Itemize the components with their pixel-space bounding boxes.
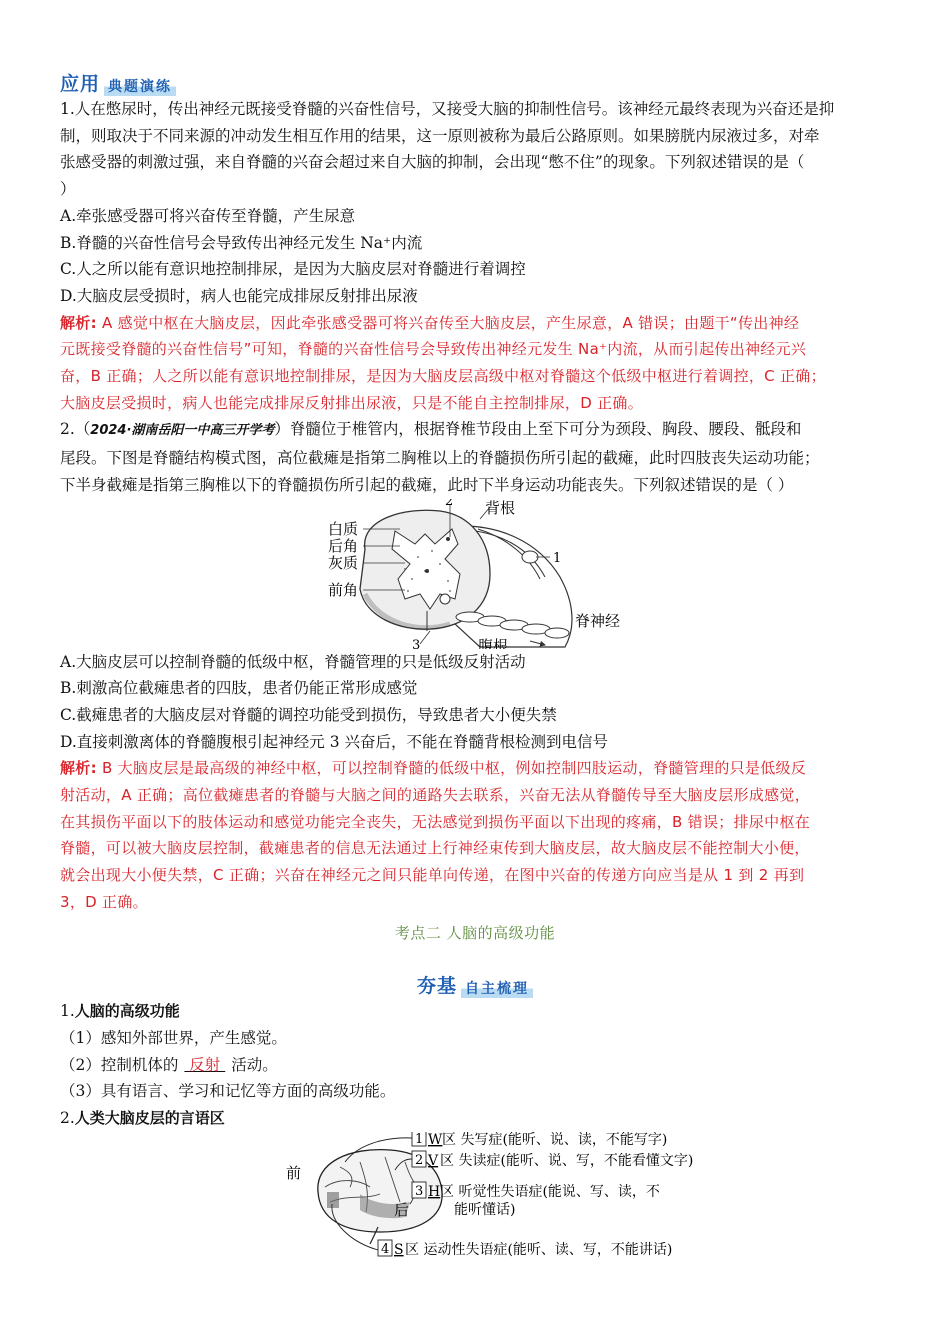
label-back: 后 bbox=[394, 1200, 410, 1219]
q2-line: 下半身截瘫是指第三胸椎以下的脊髓损伤所引起的截瘫，此时下半身运动功能丧失。下列叙述错误的是（ ） bbox=[60, 475, 794, 494]
header-big: 夯基 bbox=[416, 975, 457, 998]
point-1-item: （2）控制机体的 反射 活动。 bbox=[60, 1055, 278, 1074]
svg-text:V: V bbox=[428, 1152, 439, 1169]
label-3: 3 bbox=[412, 637, 421, 649]
q2-option-a: A.大脑皮层可以控制脊髓的低级中枢，脊髓管理的只是低级反射活动 bbox=[60, 652, 526, 671]
point-1-item: （1）感知外部世界，产生感觉。 bbox=[60, 1028, 287, 1047]
q2-analysis-line: 脊髓，可以被大脑皮层控制，截瘫患者的信息无法通过上行神经束传到大脑皮层，故大脑皮层不能控制大小便， bbox=[60, 839, 810, 858]
section-header-basics bbox=[60, 964, 890, 998]
kaodian-title: 考点二 人脑的高级功能 bbox=[394, 923, 556, 942]
svg-text:2: 2 bbox=[415, 1152, 424, 1168]
spinal-cord-diagram bbox=[60, 499, 890, 649]
header-small: 自主梳理 bbox=[461, 977, 533, 998]
point-2 bbox=[60, 1105, 890, 1257]
point-1 bbox=[60, 998, 890, 1105]
area-s bbox=[378, 1240, 672, 1257]
q1-line: 1.人在憋尿时，传出神经元既接受脊髓的兴奋性信号，又接受大脑的抑制性信号。该神经元最终表现为兴奋还是抑 bbox=[60, 100, 835, 118]
svg-text:W: W bbox=[428, 1131, 443, 1148]
q2-option-d: D.直接刺激离体的脊髓腹根引起神经元 3 兴奋后，不能在脊髓背根检测到电信号 bbox=[60, 732, 609, 751]
q1-option-b: B.脊髓的兴奋性信号会导致传出神经元发生 Na⁺内流 bbox=[60, 233, 423, 252]
label-front: 前 bbox=[286, 1163, 302, 1182]
svg-text:3: 3 bbox=[415, 1183, 424, 1199]
q1-line: 张感受器的刺激过强，来自脊髓的兴奋会超过来自大脑的抑制，会出现“憋不住”的现象。下列叙述错误的是（ bbox=[60, 153, 805, 172]
question-2 bbox=[60, 416, 890, 915]
q1-option-a: A.牵张感受器可将兴奋传至脊髓，产生尿意 bbox=[60, 206, 356, 225]
label-spinal-nerve: 脊神经 bbox=[575, 611, 621, 630]
point-1-title: 1.人脑的高级功能 bbox=[60, 1002, 180, 1021]
label-ventral-root: 腹根 bbox=[478, 636, 509, 649]
area-h bbox=[412, 1182, 660, 1218]
svg-text:区 听觉性失语症(能说、写、读，不: 区 听觉性失语症(能说、写、读，不 bbox=[440, 1183, 660, 1200]
language-area-figure bbox=[60, 1132, 890, 1257]
q1-analysis-line: 奋，B 正确；人之所以能有意识地控制排尿，是因为大脑皮层高级中枢对脊髓这个低级中枢进行着调控，C 正确； bbox=[60, 367, 826, 386]
label-dorsal-horn: 后角 bbox=[328, 536, 359, 555]
label-dorsal-root: 背根 bbox=[485, 498, 516, 517]
analysis-label: 解析: bbox=[60, 759, 97, 778]
analysis-label: 解析: bbox=[60, 313, 97, 332]
q2-line: 2.（2024·湖南岳阳一中高三开学考）脊髓位于椎管内，根据脊椎节段由上至下可分为颈段、胸段、腰段、骶段和 bbox=[60, 420, 802, 439]
q1-line: 制，则取决于不同来源的冲动发生相互作用的结果，这一原则被称为最后公路原则。如果膀胱内尿液过多，对牵 bbox=[60, 126, 820, 145]
page bbox=[60, 62, 890, 1257]
q2-analysis: 解析: B 大脑皮层是最高级的神经中枢，可以控制脊髓的低级中枢，例如控制四肢运动，脊髓管理的只是低级反 bbox=[60, 759, 807, 778]
spinal-cord-figure bbox=[60, 499, 890, 649]
q1-option-d: D.大脑皮层受损时，病人也能完成排尿反射排出尿液 bbox=[60, 286, 418, 305]
q1-option-c: C.人之所以能有意识地控制排尿，是因为大脑皮层对脊髓进行着调控 bbox=[60, 260, 526, 279]
header-small: 典题演练 bbox=[104, 75, 176, 96]
svg-text:区 运动性失语症(能听、读、写，不能讲话): 区 运动性失语症(能听、读、写，不能讲话) bbox=[405, 1241, 673, 1257]
fill-blank-answer: 反射 bbox=[184, 1055, 226, 1074]
label-white-matter: 白质 bbox=[328, 519, 359, 538]
q2-source: 2024·湖南岳阳一中高三开学考 bbox=[90, 423, 275, 439]
point-1-item: （3）具有语言、学习和记忆等方面的高级功能。 bbox=[60, 1082, 396, 1101]
svg-text:4: 4 bbox=[381, 1241, 390, 1257]
q1-analysis-line: 元既接受脊髓的兴奋性信号”可知，脊髓的兴奋性信号会导致传出神经元发生 Na⁺内流，从而引起传出神经元兴 bbox=[60, 340, 807, 359]
q2-option-b: B.刺激高位截瘫患者的四肢，患者仍能正常形成感觉 bbox=[60, 679, 418, 698]
brain-diagram bbox=[60, 1132, 890, 1257]
q2-analysis-line: 在其损伤平面以下的肢体运动和感觉功能完全丧失，无法感觉到损伤平面以下出现的疼痛，B 错误；排尿中枢在 bbox=[60, 812, 811, 831]
q2-analysis-line: 3，D 正确。 bbox=[60, 892, 148, 911]
label-1: 1 bbox=[553, 550, 562, 566]
svg-text:1: 1 bbox=[415, 1131, 424, 1147]
q2-line: 尾段。下图是脊髓结构模式图，高位截瘫是指第二胸椎以上的脊髓损伤所引起的截瘫，此时四肢丧失运动功能； bbox=[60, 449, 820, 468]
question-1 bbox=[60, 96, 890, 416]
label-ventral-horn: 前角 bbox=[328, 580, 359, 599]
q2-analysis-line: 就会出现大小便失禁，C 正确；兴奋在神经元之间只能单向传递，在图中兴奋的传递方向应当是从 1 到 2 再到 bbox=[60, 866, 805, 885]
area-v bbox=[412, 1151, 693, 1169]
point-2-title: 2.人类大脑皮层的言语区 bbox=[60, 1109, 225, 1128]
q1-analysis: 解析: A 感觉中枢在大脑皮层，因此牵张感受器可将兴奋传至大脑皮层，产生尿意，A 错误；由题干“传出神经 bbox=[60, 313, 800, 332]
svg-text:H: H bbox=[428, 1183, 441, 1200]
q1-line: ） bbox=[60, 180, 76, 199]
label-2: 2 bbox=[445, 498, 454, 509]
area-w bbox=[412, 1132, 667, 1148]
header-big: 应用 bbox=[60, 73, 101, 95]
q2-analysis-line: 射活动，A 正确；高位截瘫患者的脊髓与大脑之间的通路失去联系，兴奋无法从脊髓传导至大脑皮层形成感觉， bbox=[60, 786, 811, 805]
label-gray-matter: 灰质 bbox=[328, 553, 359, 572]
svg-text:能听懂话): 能听懂话) bbox=[454, 1201, 516, 1218]
svg-text:区 失写症(能听、说、读，不能写字): 区 失写症(能听、说、读，不能写字) bbox=[442, 1131, 668, 1148]
q2-option-c: C.截瘫患者的大脑皮层对脊髓的调控功能受到损伤，导致患者大小便失禁 bbox=[60, 705, 557, 724]
svg-text:S: S bbox=[394, 1241, 404, 1257]
section-header-apply bbox=[60, 62, 890, 96]
q1-analysis-line: 大脑皮层受损时，病人也能完成排尿反射排出尿液，只是不能自主控制排尿，D 正确。 bbox=[60, 393, 644, 412]
svg-text:区 失读症(能听、说、写，不能看懂文字): 区 失读症(能听、说、写，不能看懂文字) bbox=[440, 1152, 694, 1169]
